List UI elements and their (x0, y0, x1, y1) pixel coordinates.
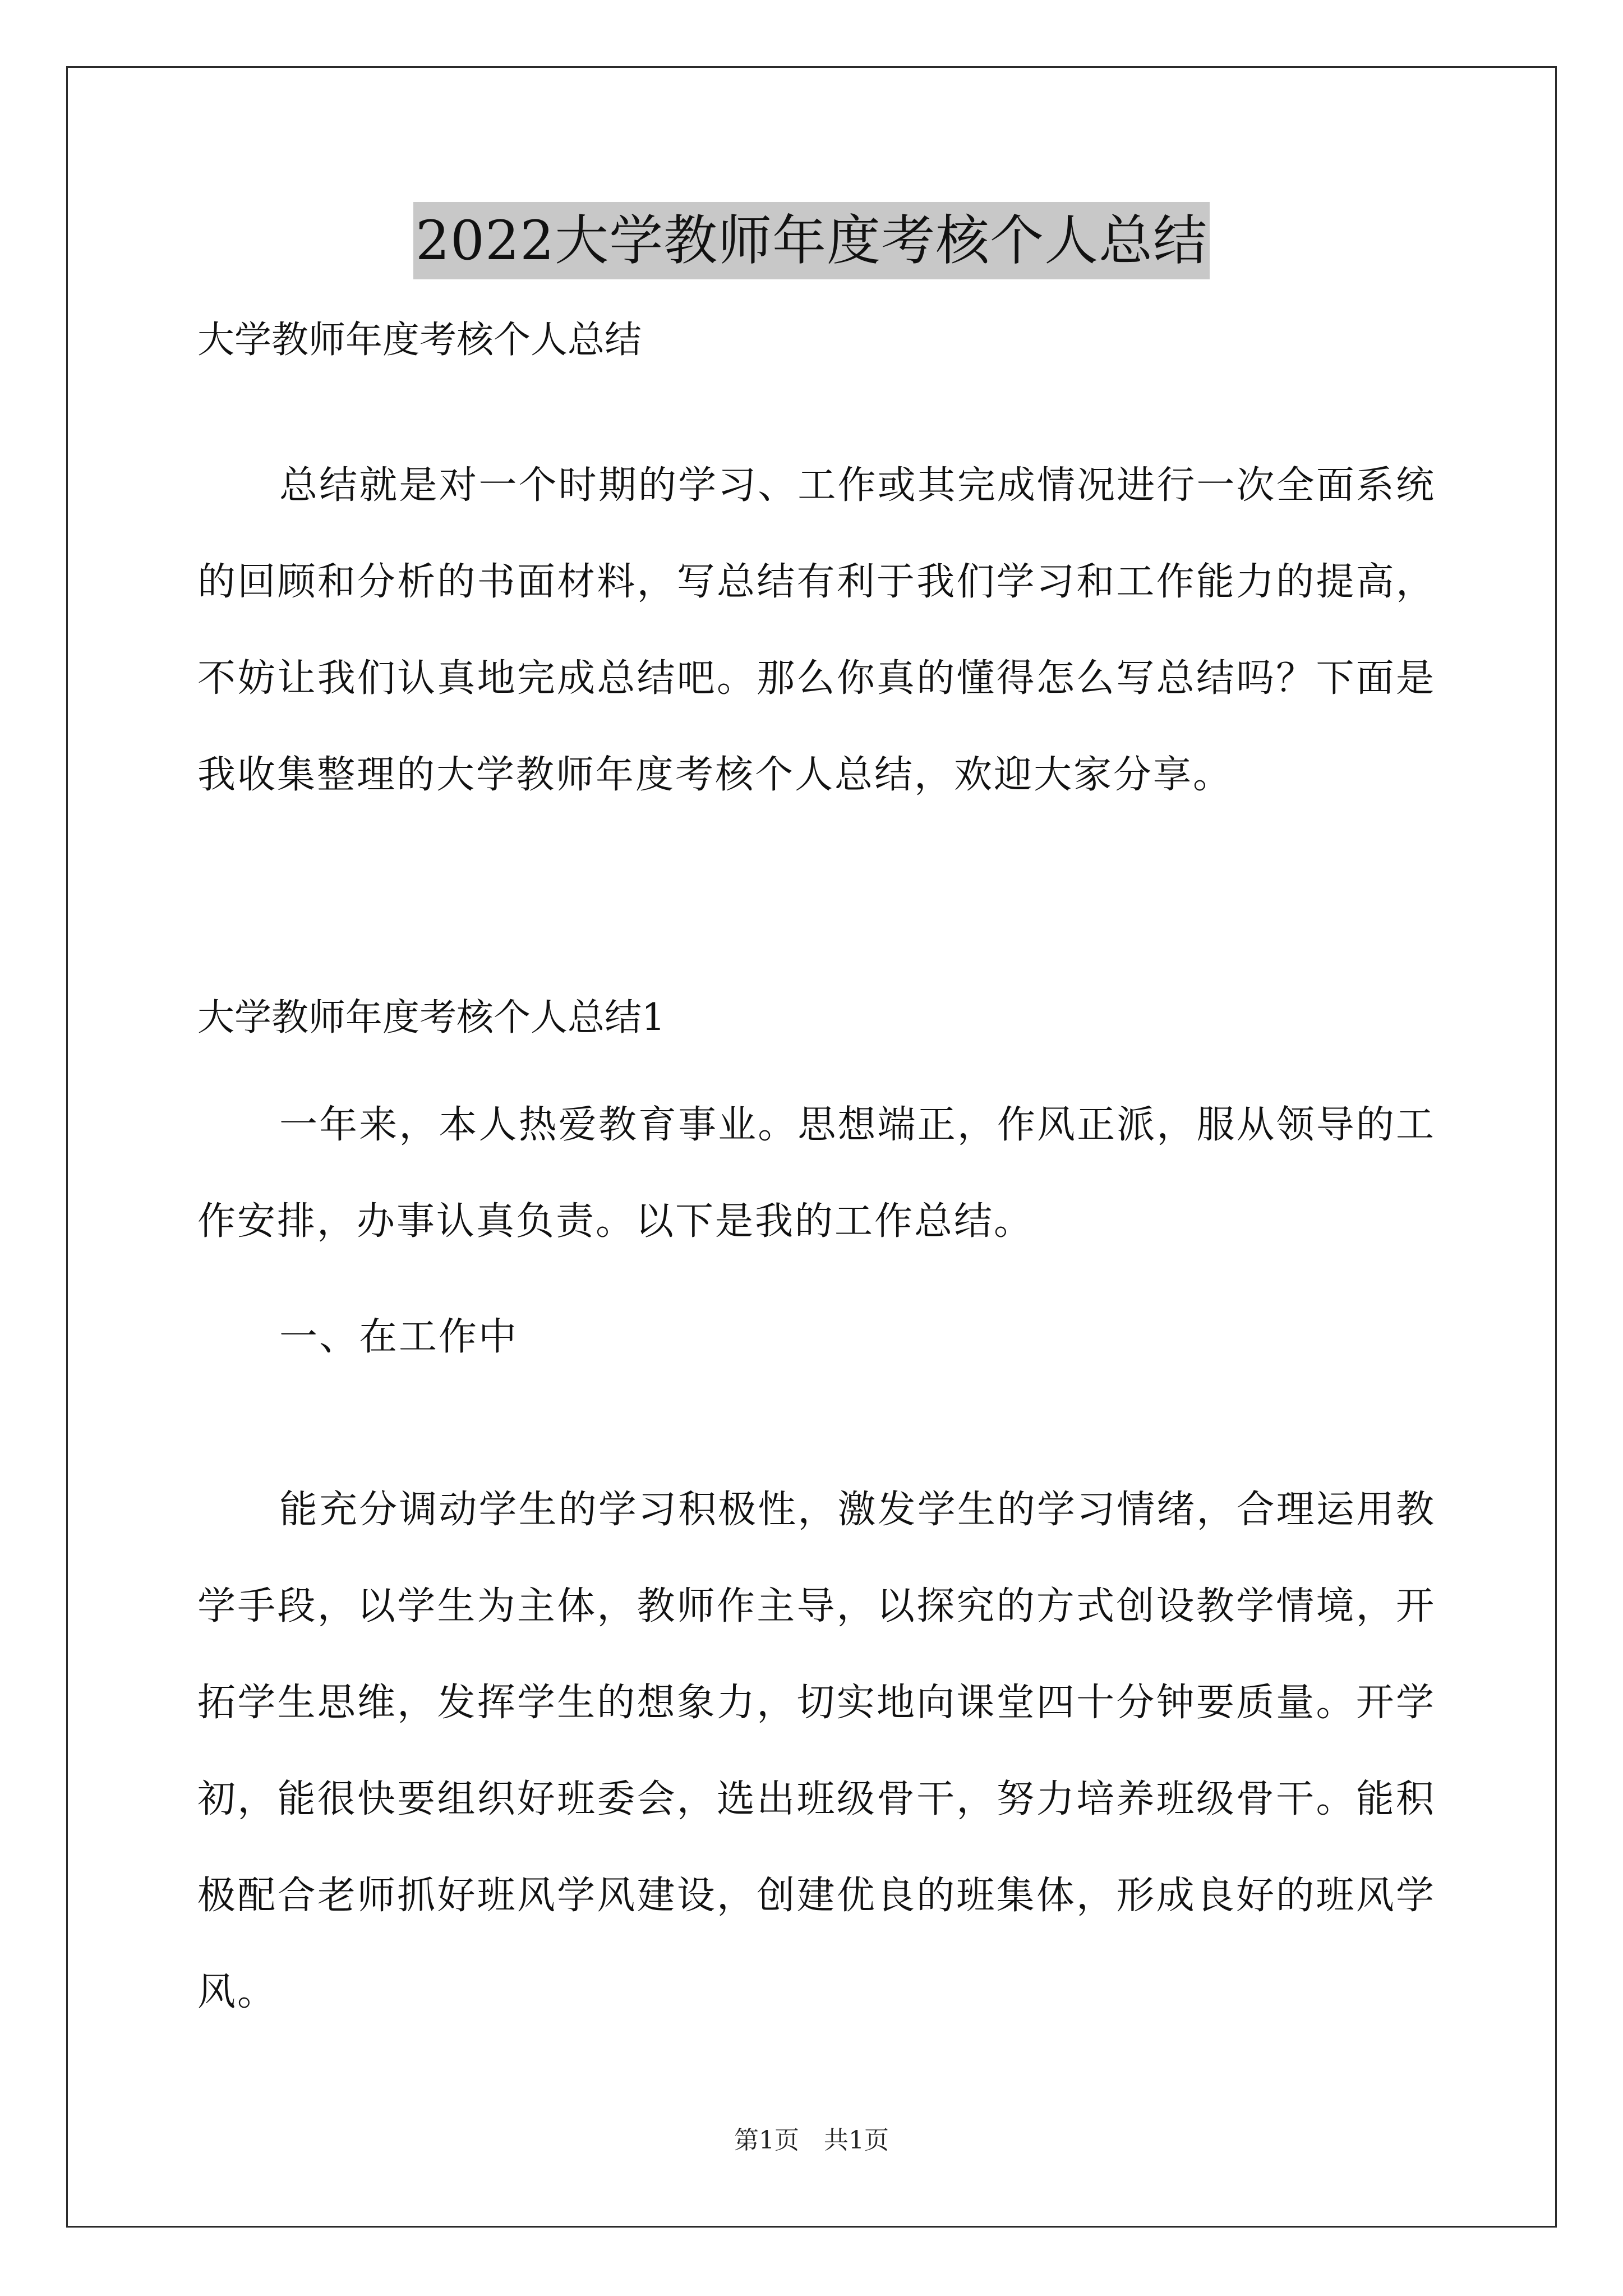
intro-paragraph: 总结就是对一个时期的学习、工作或其完成情况进行一次全面系统的回顾和分析的书面材料，写总结有利于我们学习和工作能力的提高，不妨让我们认真地完成总结吧。那么你真的懂得怎么写总结吗？下面是我收集整理的大学教师年度考核个人总结，欢迎大家分享。 (197, 463, 1436, 797)
section-title: 大学教师年度考核个人总结1 (197, 996, 665, 1039)
title-container (0, 202, 1623, 279)
document-subtitle: 大学教师年度考核个人总结 (197, 318, 642, 361)
page-footer: 第1页 共1页 (734, 2126, 889, 2155)
document-title: 2022大学教师年度考核个人总结 (413, 202, 1210, 279)
paragraph-work-details: 能充分调动学生的学习积极性，激发学生的学习情绪，合理运用教学手段，以学生为主体，教师作主导，以探究的方式创设教学情境，开拓学生思维，发挥学生的想象力，切实地向课堂四十分钟要质量。开学初，能很快要组织好班委会，选出班级骨干，努力培养班级骨干。能积极配合老师抓好班风学风建设，创建优良的班集体，形成良好的班风学风。 (197, 1488, 1436, 2014)
section-heading-work: 一、在工作中 (279, 1315, 519, 1359)
paragraph-summary: 一年来，本人热爱教育事业。思想端正，作风正派，服从领导的工作安排，办事认真负责。以下是我的工作总结。 (197, 1103, 1436, 1244)
